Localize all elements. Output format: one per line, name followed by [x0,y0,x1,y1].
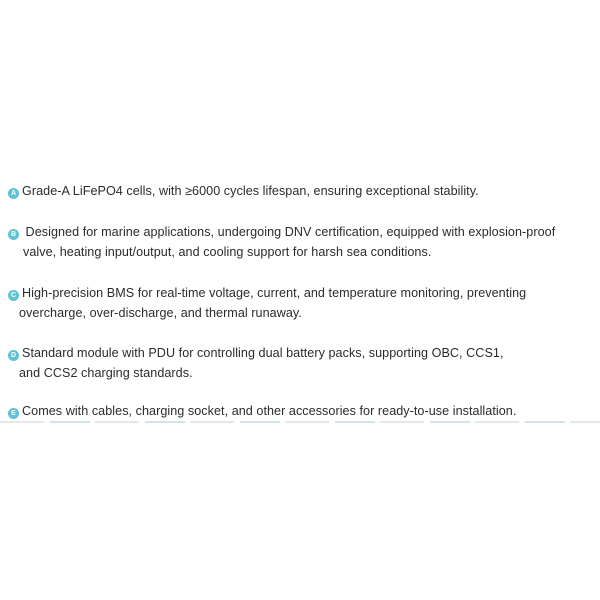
badge-c-icon: C [8,290,19,301]
feature-e-text-line-1: Comes with cables, charging socket, and other accessories for ready-to-use installation. [22,404,517,418]
feature-d-text-line-2: and CCS2 charging standards. [19,366,193,380]
feature-item-b [8,222,592,262]
feature-item-e [8,401,592,421]
feature-b-text-line-2: valve, heating input/output, and cooling support for harsh sea conditions. [23,245,432,259]
feature-item-a [8,181,592,201]
badge-b-icon: B [8,229,19,240]
feature-c-text-line-2: overcharge, over-discharge, and thermal runaway. [19,306,302,320]
badge-d-icon: D [8,350,19,361]
feature-item-c [8,283,592,323]
feature-b-text-line-1: Designed for marine applications, undergoing DNV certification, equipped with explosion-proof [22,225,556,239]
feature-a-text-line-1: Grade-A LiFePO4 cells, with ≥6000 cycles lifespan, ensuring exceptional stability. [22,184,479,198]
feature-c-text-line-1: High-precision BMS for real-time voltage, current, and temperature monitoring, preventing [22,286,527,300]
feature-item-d [8,343,592,383]
badge-a-icon: A [8,188,19,199]
section-divider [0,421,600,423]
feature-d-text-line-1: Standard module with PDU for controlling dual battery packs, supporting OBC, CCS1, [22,346,504,360]
badge-e-icon: E [8,408,19,419]
